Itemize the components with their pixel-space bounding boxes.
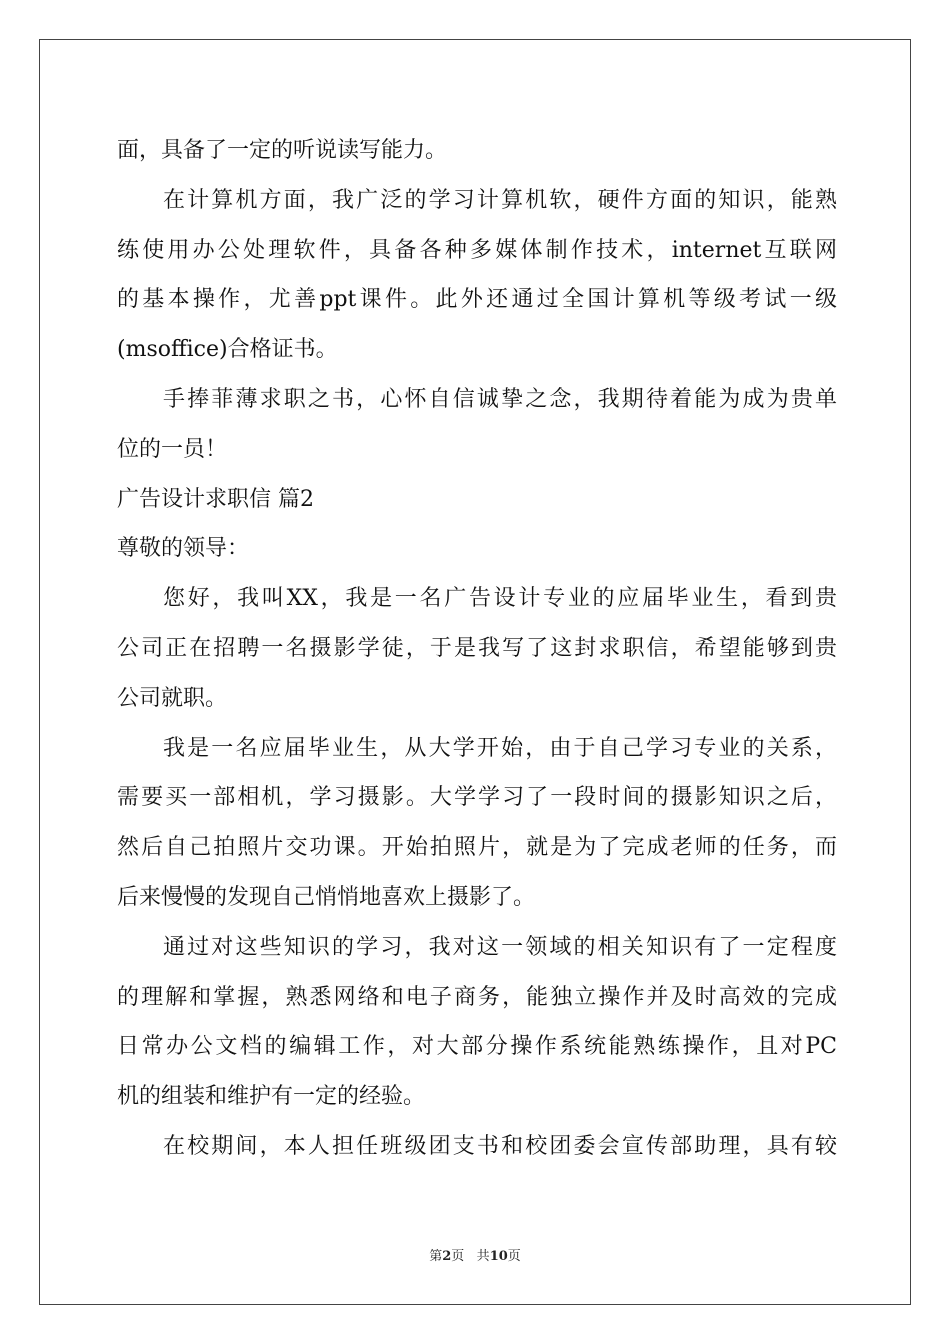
text-line: 尊敬的领导： (117, 536, 250, 562)
text-line: 日常办公文档的编辑工作，对大部分操作系统能熟练操作，且对PC (117, 1034, 837, 1060)
text-line: 我是一名应届毕业生，从大学开始，由于自己学习专业的关系， (163, 735, 837, 761)
text-line: 后来慢慢的发现自己悄悄地喜欢上摄影了。 (117, 884, 536, 910)
document-body (117, 126, 837, 1172)
total-prefix: 共 (476, 1249, 490, 1264)
page-number: 2 (442, 1249, 452, 1264)
text-line: 位的一员！ (117, 436, 228, 462)
text-line: 您好，我叫XX，我是一名广告设计专业的应届毕业生，看到贵 (163, 586, 837, 612)
text-line: 面，具备了一定的听说读写能力。 (117, 138, 448, 163)
text-line: (msoffice)合格证书。 (117, 337, 338, 363)
text-line: 的基本操作，尤善ppt课件。此外还通过全国计算机等级考试一级 (117, 287, 837, 313)
text-line: 机的组装和维护有一定的经验。 (117, 1084, 426, 1110)
text-line: 需要买一部相机，学习摄影。大学学习了一段时间的摄影知识之后， (117, 785, 837, 811)
page-prefix: 第 (429, 1249, 443, 1264)
text-line: 手捧菲薄求职之书，心怀自信诚挚之念，我期待着能为成为贵单 (163, 386, 837, 412)
page-footer (0, 1245, 950, 1264)
text-line: 公司正在招聘一名摄影学徒，于是我写了这封求职信，希望能够到贵 (117, 635, 837, 661)
page-suffix: 页 (451, 1249, 465, 1264)
text-line: 公司就职。 (117, 685, 228, 711)
text-line: 然后自己拍照片交功课。开始拍照片，就是为了完成老师的任务，而 (117, 835, 837, 861)
text-line: 在校期间，本人担任班级团支书和校团委会宣传部助理，具有较 (163, 1133, 837, 1159)
text-line: 在计算机方面，我广泛的学习计算机软，硬件方面的知识，能熟 (163, 187, 837, 213)
text-line: 通过对这些知识的学习，我对这一领域的相关知识有了一定程度 (163, 934, 837, 960)
text-line: 广告设计求职信 篇2 (117, 486, 314, 512)
total-suffix: 页 (507, 1249, 521, 1264)
text-line: 练使用办公处理软件，具备各种多媒体制作技术，internet互联网 (117, 237, 837, 263)
text-line: 的理解和掌握，熟悉网络和电子商务，能独立操作并及时高效的完成 (117, 984, 837, 1010)
total-pages: 10 (489, 1249, 508, 1264)
